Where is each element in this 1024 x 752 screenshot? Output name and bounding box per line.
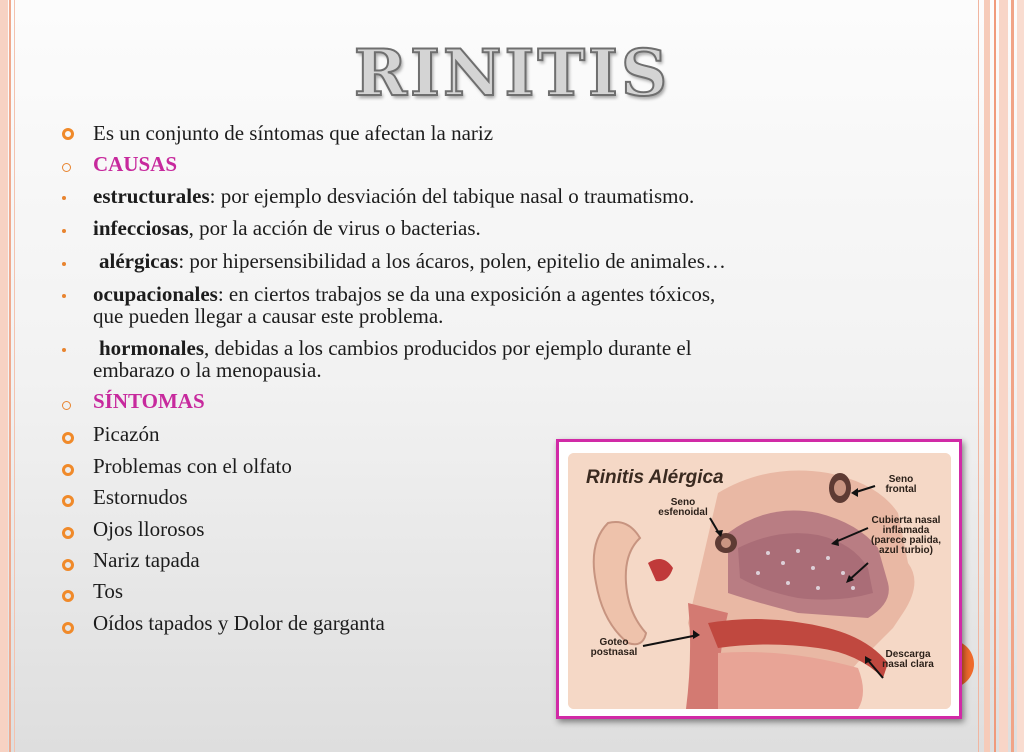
right-stripe xyxy=(978,0,979,752)
label-goteo-postnasal xyxy=(584,638,644,658)
label-line: Seno xyxy=(670,497,696,508)
bullet-marker-icon xyxy=(62,590,74,602)
section-heading-causas: CAUSAS xyxy=(93,152,178,176)
illustration-canvas xyxy=(568,453,951,709)
list-item xyxy=(93,336,949,382)
item-bold: alérgicas xyxy=(99,249,179,273)
left-stripe xyxy=(14,0,15,752)
bullet-dot-icon xyxy=(62,262,66,266)
list-item: Picazón xyxy=(93,422,160,446)
item-text: : por ejemplo desviación del tabique nasal o traumatismo. xyxy=(209,184,695,208)
label-line: Goteo xyxy=(599,637,629,648)
illustration-title: Rinitis Alérgica xyxy=(586,467,724,488)
right-stripe xyxy=(999,0,1008,752)
label-line: inflamada xyxy=(882,525,930,536)
label-line: postnasal xyxy=(590,647,638,658)
item-bold: infecciosas xyxy=(93,216,189,240)
label-line: azul turbio) xyxy=(879,545,933,556)
left-stripe xyxy=(9,0,11,752)
bullet-marker-icon xyxy=(62,622,74,634)
bullet-dot-icon xyxy=(62,348,66,352)
item-text: , debidas a los cambios producidos por ejemplo durante el xyxy=(204,336,692,360)
bullet-ring-icon xyxy=(62,163,71,172)
label-line: esfenoidal xyxy=(658,507,708,518)
bullet-marker-icon xyxy=(62,495,74,507)
item-bold: hormonales xyxy=(99,336,204,360)
list-item: Nariz tapada xyxy=(93,548,200,572)
left-stripe xyxy=(0,0,8,752)
right-stripe xyxy=(984,0,990,752)
slide-title: RINITIS xyxy=(353,36,671,111)
bullet-marker-icon xyxy=(62,464,74,476)
list-item xyxy=(93,185,943,207)
label-seno-esfenoidal xyxy=(628,498,738,518)
label-line: frontal xyxy=(885,484,917,495)
item-text: , por la acción de virus o bacterias. xyxy=(188,216,481,240)
label-line: (parece palida, xyxy=(870,535,942,546)
label-line: Descarga xyxy=(885,649,931,660)
label-seno-frontal xyxy=(876,475,926,495)
item-bold: ocupacionales xyxy=(93,282,218,306)
list-item: Tos xyxy=(93,579,124,603)
item-text-continued: embarazo o la menopausia. xyxy=(93,358,322,382)
list-item: Estornudos xyxy=(93,485,188,509)
bullet-marker-icon xyxy=(62,128,74,140)
list-item: Oídos tapados y Dolor de garganta xyxy=(93,611,385,635)
list-item xyxy=(93,122,943,144)
label-descarga-nasal xyxy=(873,650,943,670)
bullet-dot-icon xyxy=(62,294,66,298)
bullet-ring-icon xyxy=(62,401,71,410)
list-item xyxy=(93,217,943,239)
bullet-marker-icon xyxy=(62,432,74,444)
section-heading-sintomas: SÍNTOMAS xyxy=(93,389,205,413)
rhinitis-illustration xyxy=(556,439,962,719)
list-item xyxy=(93,283,943,327)
item-bold: estructurales xyxy=(93,184,210,208)
bullet-marker-icon xyxy=(62,527,74,539)
right-stripe xyxy=(994,0,996,752)
label-line: nasal clara xyxy=(882,659,934,670)
bullet-marker-icon xyxy=(62,559,74,571)
right-stripe xyxy=(1011,0,1014,752)
bullet-dot-icon xyxy=(62,196,66,200)
label-line: Cubierta nasal xyxy=(871,515,941,526)
right-stripe xyxy=(1017,0,1024,752)
label-cubierta-nasal xyxy=(861,516,951,556)
item-text: : por hipersensibilidad a los ácaros, polen, epitelio de animales… xyxy=(178,249,726,273)
item-text-continued: que pueden llegar a causar este problema. xyxy=(93,304,444,328)
item-text: : en ciertos trabajos se da una exposición a agentes tóxicos, xyxy=(217,282,716,306)
label-line: Seno xyxy=(888,474,914,485)
list-item xyxy=(99,250,949,272)
list-item: Ojos llorosos xyxy=(93,517,205,541)
list-item: Problemas con el olfato xyxy=(93,454,292,478)
item-text: Es un conjunto de síntomas que afectan la nariz xyxy=(93,121,494,145)
bullet-dot-icon xyxy=(62,229,66,233)
